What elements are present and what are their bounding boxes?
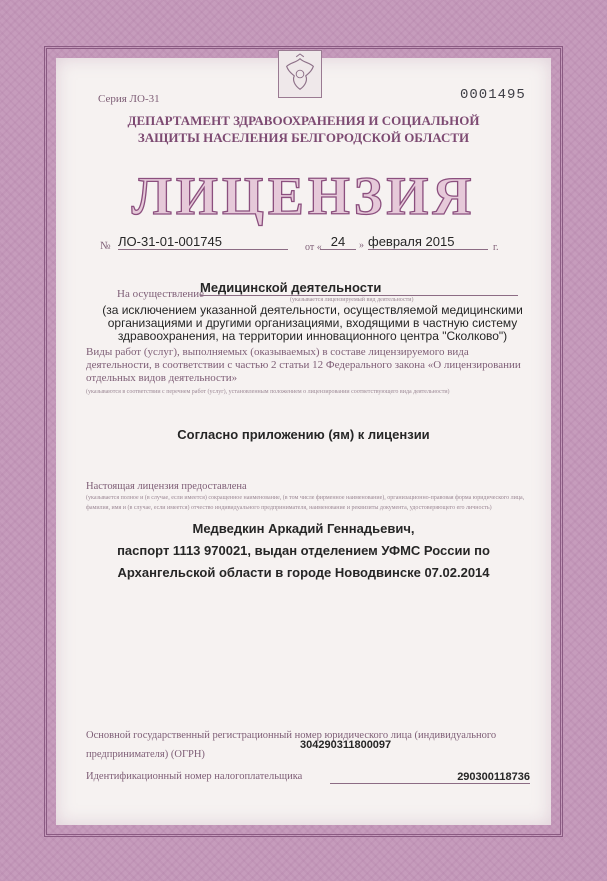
form-number: 0001495 (460, 87, 526, 103)
license-number-label: № (100, 240, 111, 252)
license-day: 24 (320, 234, 356, 250)
holder-passport-place: Архангельской области в городе Новодвинске 07.02.2014 (117, 565, 490, 580)
date-from-label: от « (305, 242, 322, 253)
year-suffix: г. (493, 242, 499, 253)
date-quote-close: » (359, 240, 364, 251)
granted-note: (указывается полное и (в случае, если имеется) сокращенное наименование, (в том числе фирменное наименование), организационно-правовая форма юридического лица, фамилия, имя и (в случае, если имеется) отчество индивидуального предпринимателя, наименование и реквизиты документа, удостоверяющего его личность) (86, 495, 525, 511)
works-text: Виды работ (услуг), выполняемых (оказываемых) в составе лицензируемого вида деятельности, в соответствии с частью 2 статьи 12 Федерального закона «О лицензировании отдельных видов деятельности» (86, 346, 521, 384)
series-label: Серия ЛО-31 (98, 93, 160, 105)
inn-value: 290300118736 (330, 771, 530, 784)
holder-passport: паспорт 1113 970021, выдан отделением УФМС России по (117, 543, 490, 558)
department-line-2: ЗАЩИТЫ НАСЕЛЕНИЯ БЕЛГОРОДСКОЙ ОБЛАСТИ (137, 130, 470, 145)
holder-name: Медведкин Аркадий Геннадьевич, (192, 521, 415, 536)
granted-label: Настоящая лицензия предоставлена (86, 481, 247, 492)
annex-reference: Согласно приложению (ям) к лицензии (177, 427, 430, 442)
activity-value: Медицинской деятельности (200, 280, 518, 296)
license-number: ЛО-31-01-001745 (118, 234, 288, 250)
activity-label: На осуществление (117, 288, 204, 300)
license-month-year: февраля 2015 (368, 234, 488, 250)
works-note: (указываются в соответствии с перечнем работ (услуг), установленным положением о лицензировании соответствующего вида деятельности) (86, 389, 450, 395)
activity-note: (указывается лицензируемый вид деятельности) (290, 297, 414, 303)
department-line-1: ДЕПАРТАМЕНТ ЗДРАВООХРАНЕНИЯ И СОЦИАЛЬНОЙ (127, 113, 480, 128)
coat-of-arms-icon (278, 50, 322, 98)
inn-label: Идентификационный номер налогоплательщика (86, 771, 303, 782)
document-title: ЛИЦЕНЗИЯ (131, 166, 476, 226)
ogrn-value: 304290311800097 (300, 739, 392, 751)
activity-restriction: (за исключением указанной деятельности, осуществляемой медицинскими организациями и другими организациями, входящими в частную систему здравоохранения, на территории инновационного центра "Сколково") (102, 303, 523, 343)
ogrn-label: Основной государственный регистрационный номер юридического лица (индивидуального предпринимателя) (ОГРН) (86, 730, 497, 760)
